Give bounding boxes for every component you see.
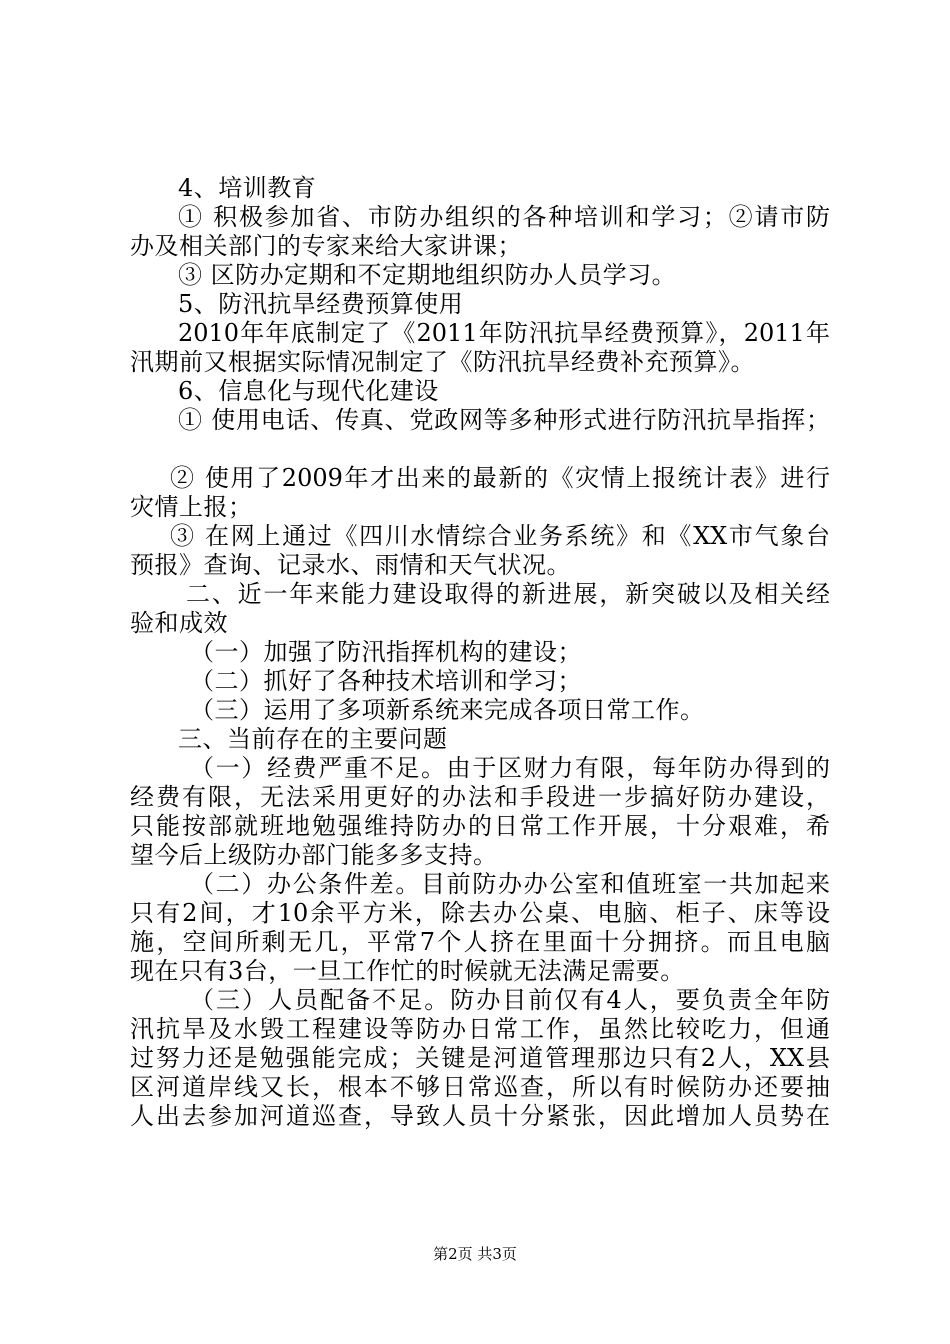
text-line: 预报》查询、记录水、雨情和天气状况。 (130, 551, 571, 579)
page-number-footer: 第2页 共3页 (433, 1245, 517, 1263)
text-line: 现在只有3台，一旦工作忙的时候就无法满足需要。 (130, 957, 685, 985)
text-line: 灾情上报； (130, 493, 253, 521)
text-line: ① 积极参加省、市防办组织的各种培训和学习；②请市防 (178, 203, 830, 231)
heading-training: 4、培训教育 (178, 174, 317, 202)
heading-informatization: 6、信息化与现代化建设 (178, 377, 439, 405)
text-line: ③ 区防办定期和不定期地组织防办人员学习。 (178, 261, 677, 289)
text-line: 区河道岸线又长，根本不够日常巡查，所以有时候防办还要抽 (130, 1073, 830, 1101)
text-line: ① 使用电话、传真、党政网等多种形式进行防汛抗旱指挥； (178, 406, 830, 434)
text-line: 人出去参加河道巡查，导致人员十分紧张，因此增加人员势在 (130, 1102, 830, 1130)
text-line: 过努力还是勉强能完成；关键是河道管理那边只有2人，XX县 (130, 1044, 830, 1072)
text-line: （一）经费严重不足。由于区财力有限，每年防办得到的 (190, 754, 830, 782)
text-line: 经费有限，无法采用更好的办法和手段进一步搞好防办建设， (130, 783, 830, 811)
section-heading-progress: 二、近一年来能力建设取得的新进展，新突破以及相关经 (186, 580, 830, 608)
text-line: 只有2间，才10余平方米，除去办公桌、电脑、柜子、床等设 (130, 899, 830, 927)
text-line: 汛抗旱及水毁工程建设等防办日常工作，虽然比较吃力，但通 (130, 1015, 830, 1043)
text-line: 望今后上级防办部门能多多支持。 (130, 841, 498, 869)
text-line: 2010年年底制定了《2011年防汛抗旱经费预算》，2011年 (178, 319, 830, 347)
text-line: 办及相关部门的专家来给大家讲课； (130, 232, 522, 260)
section-heading-problems: 三、当前存在的主要问题 (178, 725, 448, 753)
blank-gap (130, 435, 830, 464)
list-item: （一）加强了防汛指挥机构的建设； (190, 638, 582, 666)
text-line: （二）办公条件差。目前防办办公室和值班室一共加起来 (190, 870, 830, 898)
document-body (130, 174, 830, 1131)
list-item: （二）抓好了各种技术培训和学习； (190, 667, 582, 695)
heading-budget: 5、防汛抗旱经费预算使用 (178, 290, 464, 318)
text-line: 验和成效 (130, 609, 228, 637)
text-line: （三）人员配备不足。防办目前仅有4人，要负责全年防 (190, 986, 830, 1014)
text-line: ③ 在网上通过《四川水情综合业务系统》和《XX市气象台 (170, 522, 830, 550)
list-item: （三）运用了多项新系统来完成各项日常工作。 (190, 696, 705, 724)
text-line: 只能按部就班地勉强维持防办的日常工作开展，十分艰难，希 (130, 812, 830, 840)
text-line: 汛期前又根据实际情况制定了《防汛抗旱经费补充预算》。 (130, 348, 755, 376)
text-line: ② 使用了2009年才出来的最新的《灾情上报统计表》进行 (170, 464, 830, 492)
text-line: 施，空间所剩无几，平常7个人挤在里面十分拥挤。而且电脑 (130, 928, 830, 956)
